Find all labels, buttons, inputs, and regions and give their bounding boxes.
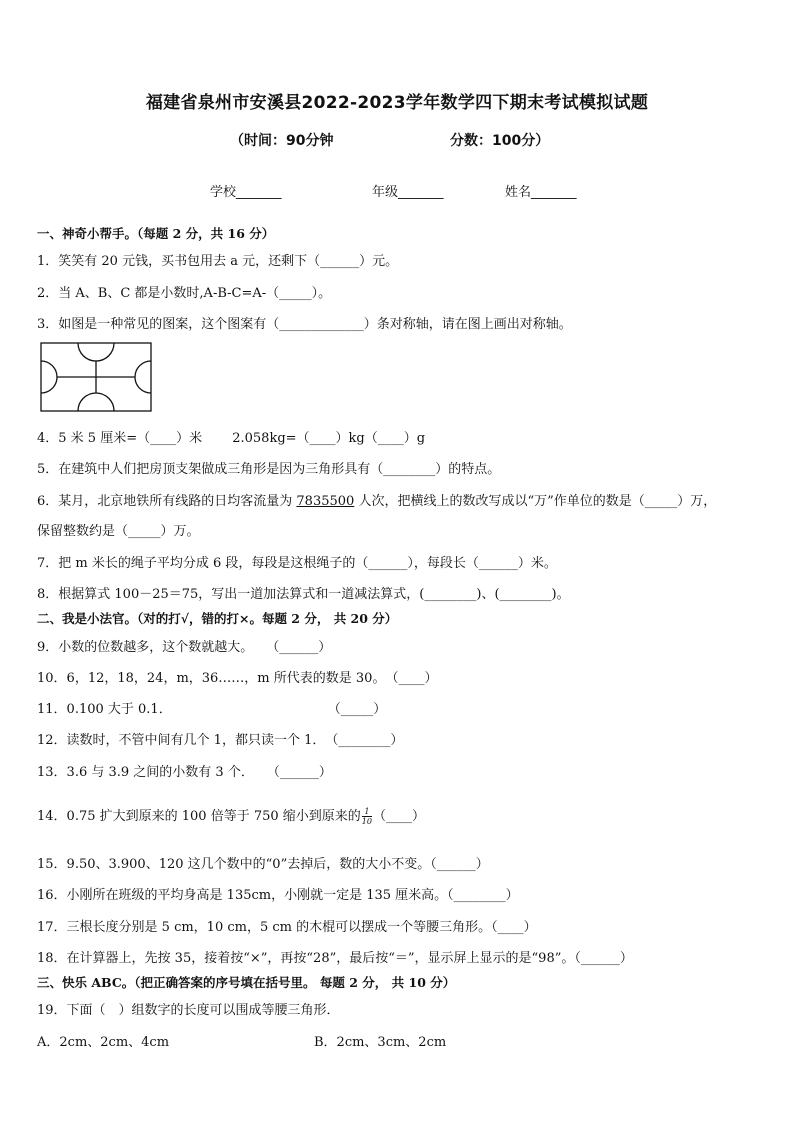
question-6-text: 6．某月，北京地铁所有线路的日均客流量为 bbox=[37, 494, 297, 509]
question-4: 4．5 米 5 厘米=（____）米 2.058kg=（____）kg（____）g bbox=[37, 431, 426, 446]
question-3: 3．如图是一种常见的图案，这个图案有（_____________）条对称轴，请在图上画出对称轴。 bbox=[37, 317, 572, 332]
court-pattern-figure bbox=[40, 342, 152, 412]
question-14-blank: （____） bbox=[372, 809, 425, 824]
question-1: 1．笑笑有 20 元钱，买书包用去 a 元，还剩下（______）元。 bbox=[37, 254, 399, 269]
section-2-heading: 二、我是小法官。（对的打√，错的打×。每题 2 分， 共 20 分） bbox=[37, 611, 398, 626]
question-14-text: 14．0.75 扩大到原来的 100 倍等于 750 缩小到原来的 bbox=[37, 809, 361, 824]
question-2: 2．当 A、B、C 都是小数时,A-B-C=A-（_____）。 bbox=[37, 286, 332, 301]
top-semicircle bbox=[78, 343, 114, 361]
question-5: 5．在建筑中人们把房顶支架做成三角形是因为三角形具有（________）的特点。 bbox=[37, 462, 501, 477]
underlined-number: 7835500 bbox=[296, 494, 355, 509]
question-9: 9．小数的位数越多，这个数就越大。 （______） bbox=[37, 640, 332, 655]
option-a: A．2cm、2cm、4cm bbox=[37, 1035, 170, 1050]
right-semicircle bbox=[135, 361, 151, 393]
question-10: 10．6，12，18，24，m，36……，m 所代表的数是 30。 （____） bbox=[37, 671, 438, 686]
fraction-numerator: 1 bbox=[362, 807, 372, 817]
fraction-one-tenth bbox=[362, 807, 372, 826]
question-6-text-end: 人次，把横线上的数改写成以“万”作单位的数是（_____）万， bbox=[354, 494, 717, 509]
question-14 bbox=[37, 805, 425, 826]
question-12: 12．读数时，不管中间有几个 1，都只读一个 1． （________） bbox=[37, 733, 404, 748]
exam-time: （时间：90分钟 bbox=[230, 133, 334, 149]
section-3-heading: 三、快乐 ABC。（把正确答案的序号填在括号里。 每题 2 分， 共 10 分） bbox=[37, 975, 456, 990]
page-title: 福建省泉州市安溪县2022-2023学年数学四下期末考试模拟试题 bbox=[145, 93, 649, 113]
question-13: 13．3.6 与 3.9 之间的小数有 3 个． （______） bbox=[37, 765, 332, 780]
grade-field: 年级_______ bbox=[372, 185, 444, 200]
name-field: 姓名_______ bbox=[505, 185, 577, 200]
section-1-heading: 一、神奇小帮手。（每题 2 分，共 16 分） bbox=[37, 226, 275, 241]
fraction-denominator: 10 bbox=[361, 817, 372, 826]
question-15: 15．9.50、3.900、120 这几个数中的“0”去掉后，数的大小不变。（______） bbox=[37, 857, 489, 872]
question-7: 7．把 m 米长的绳子平均分成 6 段，每段是这根绳子的（______），每段长（______）米。 bbox=[37, 556, 557, 571]
question-19: 19．下面（ ）组数字的长度可以围成等腰三角形． bbox=[37, 1003, 340, 1018]
question-17: 17．三根长度分别是 5 cm，10 cm，5 cm 的木棍可以摆成一个等腰三角形。（____） bbox=[37, 920, 537, 935]
question-8: 8．根据算式 100－25＝75，写出一道加法算式和一道减法算式，(________)、(________)。 bbox=[37, 587, 570, 602]
bottom-semicircle bbox=[78, 393, 114, 411]
question-18: 18．在计算器上，先按 35，接着按“×”，再按“28”，最后按“＝”，显示屏上显示的是“98”。（______） bbox=[37, 951, 633, 966]
exam-score: 分数：100分） bbox=[450, 133, 550, 149]
school-field: 学校_______ bbox=[210, 185, 282, 200]
question-16: 16．小刚所在班级的平均身高是 135cm，小刚就一定是 135 厘米高。（________） bbox=[37, 888, 519, 903]
question-6 bbox=[37, 490, 716, 509]
question-6-continued: 保留整数约是（_____）万。 bbox=[37, 524, 200, 539]
question-11: 11．0.100 大于 0.1． （_____） bbox=[37, 702, 387, 717]
option-b: B．2cm、3cm、2cm bbox=[314, 1035, 447, 1050]
left-semicircle bbox=[41, 361, 57, 393]
